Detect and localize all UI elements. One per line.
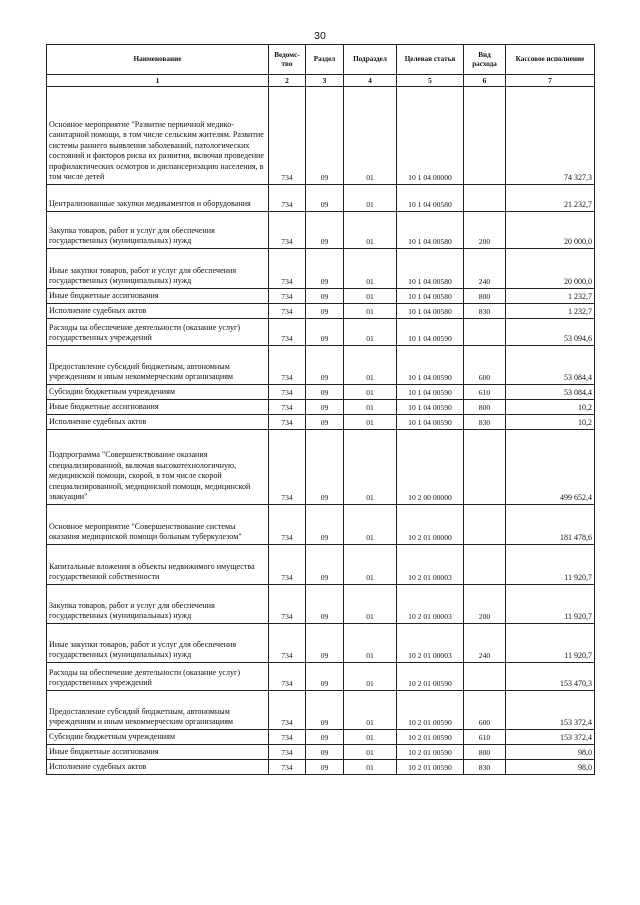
page-number: 30 [314, 30, 326, 42]
row-expense-type [464, 545, 506, 585]
row-expense-type: 800 [464, 289, 506, 304]
row-expense-type: 600 [464, 346, 506, 385]
row-expense-type: 600 [464, 691, 506, 730]
row-target: 10 1 04 00000 [397, 87, 464, 185]
row-section: 09 [306, 87, 344, 185]
row-subsection: 01 [344, 400, 397, 415]
row-section: 09 [306, 400, 344, 415]
row-dept: 734 [269, 505, 306, 545]
row-subsection: 01 [344, 415, 397, 430]
row-amount: 74 327,3 [506, 87, 595, 185]
row-amount: 98,0 [506, 760, 595, 775]
row-subsection: 01 [344, 505, 397, 545]
row-section: 09 [306, 430, 344, 505]
row-target: 10 2 01 00003 [397, 545, 464, 585]
row-amount: 21 232,7 [506, 185, 595, 212]
table-row [47, 730, 595, 745]
row-dept: 734 [269, 730, 306, 745]
row-expense-type: 200 [464, 585, 506, 624]
row-expense-type: 200 [464, 212, 506, 249]
row-name: Подпрограмма "Совершенствование оказания специализированной, включая высокотехнологичную, медицинской помощи, скорой, в том числе скорой специализированной, медицинской помощи, медицинской эвакуации" [47, 430, 269, 505]
row-target: 10 1 04 00590 [397, 319, 464, 346]
table-row [47, 212, 595, 249]
row-amount: 11 920,7 [506, 545, 595, 585]
row-name: Иные закупки товаров, работ и услуг для обеспечения государственных (муниципальных) нужд [47, 249, 269, 289]
row-target: 10 2 00 00000 [397, 430, 464, 505]
table-row [47, 663, 595, 691]
row-subsection: 01 [344, 185, 397, 212]
row-expense-type: 830 [464, 415, 506, 430]
row-dept: 734 [269, 346, 306, 385]
column-number: 1 [47, 75, 269, 87]
row-section: 09 [306, 730, 344, 745]
table-row [47, 691, 595, 730]
row-amount: 11 920,7 [506, 585, 595, 624]
row-target: 10 1 04 00580 [397, 289, 464, 304]
row-name: Субсидии бюджетным учреждениям [47, 730, 269, 745]
row-target: 10 2 01 00000 [397, 505, 464, 545]
table-row [47, 400, 595, 415]
table-row [47, 745, 595, 760]
table-row [47, 319, 595, 346]
row-dept: 734 [269, 385, 306, 400]
row-expense-type: 800 [464, 745, 506, 760]
row-section: 09 [306, 585, 344, 624]
header-dept: Ведомс-тво [269, 45, 306, 75]
row-section: 09 [306, 185, 344, 212]
row-subsection: 01 [344, 545, 397, 585]
row-section: 09 [306, 545, 344, 585]
row-expense-type: 240 [464, 249, 506, 289]
row-section: 09 [306, 745, 344, 760]
row-amount: 11 920,7 [506, 624, 595, 663]
row-target: 10 1 04 00580 [397, 212, 464, 249]
row-dept: 734 [269, 663, 306, 691]
row-name: Предоставление субсидий бюджетным, автономным учреждениям и иным некоммерческим организациям [47, 691, 269, 730]
table-row [47, 87, 595, 185]
budget-execution-table [46, 44, 595, 775]
row-expense-type: 830 [464, 304, 506, 319]
row-section: 09 [306, 415, 344, 430]
row-amount: 181 478,6 [506, 505, 595, 545]
row-target: 10 2 01 00003 [397, 624, 464, 663]
row-section: 09 [306, 249, 344, 289]
table-row [47, 185, 595, 212]
row-dept: 734 [269, 415, 306, 430]
row-amount: 153 372,4 [506, 691, 595, 730]
row-section: 09 [306, 624, 344, 663]
row-dept: 734 [269, 212, 306, 249]
row-target: 10 2 01 00590 [397, 745, 464, 760]
row-amount: 20 000,0 [506, 249, 595, 289]
table-row [47, 585, 595, 624]
row-subsection: 01 [344, 624, 397, 663]
table-row [47, 415, 595, 430]
row-dept: 734 [269, 430, 306, 505]
row-section: 09 [306, 505, 344, 545]
row-name: Закупка товаров, работ и услуг для обеспечения государственных (муниципальных) нужд [47, 212, 269, 249]
row-subsection: 01 [344, 346, 397, 385]
row-expense-type [464, 663, 506, 691]
row-section: 09 [306, 304, 344, 319]
row-target: 10 1 04 00580 [397, 249, 464, 289]
row-amount: 1 232,7 [506, 304, 595, 319]
row-amount: 53 084,4 [506, 385, 595, 400]
row-name: Иные закупки товаров, работ и услуг для обеспечения государственных (муниципальных) нужд [47, 624, 269, 663]
row-expense-type: 610 [464, 385, 506, 400]
table-row [47, 430, 595, 505]
row-subsection: 01 [344, 663, 397, 691]
row-target: 10 1 04 00590 [397, 400, 464, 415]
table-row [47, 624, 595, 663]
row-dept: 734 [269, 545, 306, 585]
row-amount: 153 372,4 [506, 730, 595, 745]
row-subsection: 01 [344, 691, 397, 730]
row-section: 09 [306, 346, 344, 385]
row-amount: 20 000,0 [506, 212, 595, 249]
column-number: 4 [344, 75, 397, 87]
row-subsection: 01 [344, 304, 397, 319]
column-number: 2 [269, 75, 306, 87]
row-target: 10 1 04 00590 [397, 385, 464, 400]
row-amount: 53 094,6 [506, 319, 595, 346]
row-amount: 53 084,4 [506, 346, 595, 385]
row-subsection: 01 [344, 212, 397, 249]
row-subsection: 01 [344, 745, 397, 760]
row-amount: 1 232,7 [506, 289, 595, 304]
row-dept: 734 [269, 304, 306, 319]
table-row [47, 304, 595, 319]
row-amount: 153 470,3 [506, 663, 595, 691]
row-expense-type [464, 87, 506, 185]
row-target: 10 1 04 00590 [397, 346, 464, 385]
column-number: 6 [464, 75, 506, 87]
row-name: Расходы на обеспечение деятельности (оказание услуг) государственных учреждений [47, 319, 269, 346]
row-name: Исполнение судебных актов [47, 415, 269, 430]
row-expense-type [464, 319, 506, 346]
row-expense-type [464, 430, 506, 505]
row-amount: 98,0 [506, 745, 595, 760]
row-section: 09 [306, 319, 344, 346]
header-section: Раздел [306, 45, 344, 75]
row-expense-type: 800 [464, 400, 506, 415]
row-name: Предоставление субсидий бюджетным, автономным учреждениям и иным некоммерческим организациям [47, 346, 269, 385]
row-name: Иные бюджетные ассигнования [47, 745, 269, 760]
column-number: 5 [397, 75, 464, 87]
row-dept: 734 [269, 624, 306, 663]
row-amount: 10,2 [506, 415, 595, 430]
column-number-row [47, 75, 595, 87]
header-amount: Кассовое исполнение [506, 45, 595, 75]
row-subsection: 01 [344, 385, 397, 400]
row-dept: 734 [269, 585, 306, 624]
row-dept: 734 [269, 760, 306, 775]
row-section: 09 [306, 289, 344, 304]
row-section: 09 [306, 691, 344, 730]
row-target: 10 1 04 00580 [397, 185, 464, 212]
row-dept: 734 [269, 185, 306, 212]
row-subsection: 01 [344, 730, 397, 745]
table-header-row [47, 45, 595, 75]
row-dept: 734 [269, 400, 306, 415]
row-dept: 734 [269, 289, 306, 304]
row-name: Расходы на обеспечение деятельности (оказание услуг) государственных учреждений [47, 663, 269, 691]
row-subsection: 01 [344, 760, 397, 775]
row-target: 10 1 04 00590 [397, 415, 464, 430]
row-target: 10 2 01 00003 [397, 585, 464, 624]
row-dept: 734 [269, 87, 306, 185]
table-body [47, 87, 595, 775]
row-name: Закупка товаров, работ и услуг для обеспечения государственных (муниципальных) нужд [47, 585, 269, 624]
row-name: Централизованные закупки медикаментов и оборудования [47, 185, 269, 212]
row-name: Иные бюджетные ассигнования [47, 289, 269, 304]
header-subsection: Подраздел [344, 45, 397, 75]
row-name: Основное мероприятие "Развитие первичной медико-санитарной помощи, в том числе сельским жителям. Развитие системы раннего выявления заболеваний, патологических состояний и факторов риска их развития, включая проведение профилактических осмотров и диспансеризацию населения, в том числе детей [47, 87, 269, 185]
row-name: Субсидии бюджетным учреждениям [47, 385, 269, 400]
row-name: Исполнение судебных актов [47, 760, 269, 775]
row-name: Капитальные вложения в объекты недвижимого имущества государственной собственности [47, 545, 269, 585]
row-subsection: 01 [344, 289, 397, 304]
table-row [47, 385, 595, 400]
row-amount: 499 652,4 [506, 430, 595, 505]
row-section: 09 [306, 760, 344, 775]
table-row [47, 346, 595, 385]
column-number: 3 [306, 75, 344, 87]
row-name: Иные бюджетные ассигнования [47, 400, 269, 415]
header-target: Целевая статья [397, 45, 464, 75]
row-amount: 10,2 [506, 400, 595, 415]
row-target: 10 2 01 00590 [397, 760, 464, 775]
row-subsection: 01 [344, 87, 397, 185]
column-number: 7 [506, 75, 595, 87]
row-target: 10 2 01 00590 [397, 730, 464, 745]
header-name: Наименование [47, 45, 269, 75]
row-section: 09 [306, 212, 344, 249]
row-subsection: 01 [344, 430, 397, 505]
row-name: Основное мероприятие "Совершенствование системы оказания медицинской помощи больным туберкулезом" [47, 505, 269, 545]
row-target: 10 2 01 00590 [397, 691, 464, 730]
table-row [47, 249, 595, 289]
row-section: 09 [306, 385, 344, 400]
row-subsection: 01 [344, 249, 397, 289]
row-name: Исполнение судебных актов [47, 304, 269, 319]
row-expense-type [464, 505, 506, 545]
row-target: 10 2 01 00590 [397, 663, 464, 691]
row-section: 09 [306, 663, 344, 691]
row-expense-type: 830 [464, 760, 506, 775]
header-expense-type: Вид расхода [464, 45, 506, 75]
table-row [47, 289, 595, 304]
row-expense-type [464, 185, 506, 212]
row-dept: 734 [269, 249, 306, 289]
row-target: 10 1 04 00580 [397, 304, 464, 319]
row-dept: 734 [269, 691, 306, 730]
table-row [47, 545, 595, 585]
row-subsection: 01 [344, 585, 397, 624]
table-row [47, 760, 595, 775]
row-dept: 734 [269, 745, 306, 760]
row-subsection: 01 [344, 319, 397, 346]
row-expense-type: 610 [464, 730, 506, 745]
row-expense-type: 240 [464, 624, 506, 663]
table-row [47, 505, 595, 545]
row-dept: 734 [269, 319, 306, 346]
